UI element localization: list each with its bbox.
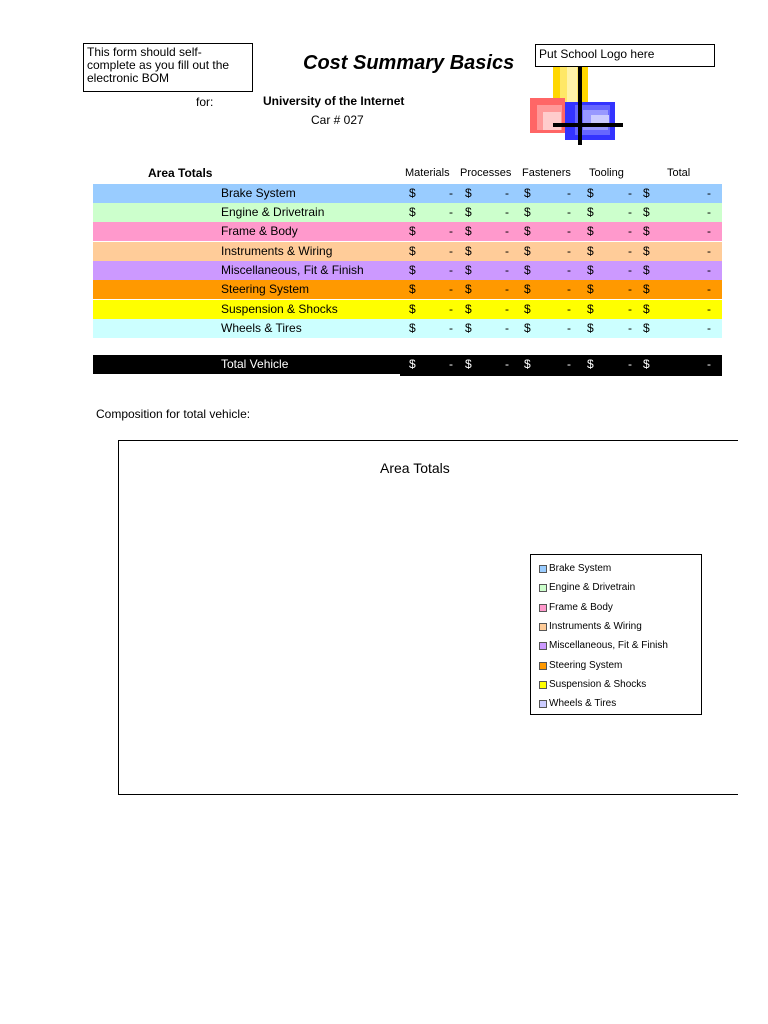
row-label: Instruments & Wiring: [221, 244, 333, 258]
currency-symbol: $: [524, 244, 531, 258]
total-vehicle-row: [93, 355, 722, 374]
currency-symbol: $: [587, 357, 594, 371]
cell-value[interactable]: -: [505, 302, 509, 316]
composition-label: Composition for total vehicle:: [96, 407, 251, 421]
legend-swatch: [539, 565, 547, 573]
currency-symbol: $: [643, 224, 650, 238]
column-header-materials: Materials: [405, 167, 450, 179]
legend-swatch: [539, 642, 547, 650]
cell-value[interactable]: -: [567, 224, 571, 238]
cell-value[interactable]: -: [628, 321, 632, 335]
legend-item: [549, 660, 622, 672]
currency-symbol: $: [409, 224, 416, 238]
cell-value[interactable]: -: [567, 263, 571, 277]
currency-symbol: $: [409, 263, 416, 277]
currency-symbol: $: [465, 321, 472, 335]
legend-item: [549, 698, 616, 710]
cell-value[interactable]: -: [449, 263, 453, 277]
currency-symbol: $: [524, 357, 531, 371]
legend-label: Suspension & Shocks: [549, 678, 647, 690]
cell-value[interactable]: -: [449, 302, 453, 316]
column-header-tooling: Tooling: [589, 167, 624, 179]
currency-symbol: $: [524, 302, 531, 316]
car-number: Car # 027: [311, 113, 364, 127]
legend-swatch: [539, 584, 547, 592]
currency-symbol: $: [409, 357, 416, 371]
cell-value[interactable]: -: [505, 224, 509, 238]
currency-symbol: $: [409, 186, 416, 200]
cell-value[interactable]: -: [707, 263, 711, 277]
legend-item: [549, 582, 635, 594]
cell-value[interactable]: -: [449, 244, 453, 258]
table-row: [93, 261, 722, 280]
currency-symbol: $: [409, 321, 416, 335]
currency-symbol: $: [524, 224, 531, 238]
cell-value[interactable]: -: [505, 357, 509, 371]
for-label: for:: [196, 95, 214, 109]
currency-symbol: $: [643, 302, 650, 316]
legend-label: Steering System: [549, 659, 623, 671]
legend-swatch: [539, 681, 547, 689]
cell-value[interactable]: -: [505, 244, 509, 258]
currency-symbol: $: [409, 205, 416, 219]
cell-value[interactable]: -: [628, 282, 632, 296]
cell-value[interactable]: -: [449, 224, 453, 238]
currency-symbol: $: [524, 205, 531, 219]
legend-label: Engine & Drivetrain: [549, 582, 636, 594]
legend-swatch: [539, 662, 547, 670]
currency-symbol: $: [465, 282, 472, 296]
table-row: [93, 203, 722, 222]
column-header-fasteners: Fasteners: [522, 167, 571, 179]
legend-item: [549, 621, 642, 633]
row-label: Frame & Body: [221, 224, 298, 238]
legend-item: [549, 640, 668, 652]
table-row: [93, 242, 722, 261]
currency-symbol: $: [587, 302, 594, 316]
cell-value[interactable]: -: [628, 357, 632, 371]
currency-symbol: $: [587, 205, 594, 219]
cell-value[interactable]: -: [567, 186, 571, 200]
column-header-processes: Processes: [460, 167, 512, 179]
cell-value[interactable]: -: [707, 357, 711, 371]
cell-value[interactable]: -: [707, 224, 711, 238]
currency-symbol: $: [465, 244, 472, 258]
cell-value[interactable]: -: [449, 357, 453, 371]
row-label: Total Vehicle: [221, 357, 289, 371]
row-label: Engine & Drivetrain: [221, 205, 325, 219]
currency-symbol: $: [465, 224, 472, 238]
legend-label: Brake System: [549, 563, 612, 574]
row-label: Wheels & Tires: [221, 321, 302, 335]
row-label: Suspension & Shocks: [221, 302, 338, 316]
currency-symbol: $: [465, 263, 472, 277]
currency-symbol: $: [643, 263, 650, 277]
table-row: [93, 280, 722, 299]
currency-symbol: $: [409, 302, 416, 316]
table-row: [93, 222, 722, 241]
cell-value[interactable]: -: [449, 186, 453, 200]
cell-value[interactable]: -: [449, 205, 453, 219]
currency-symbol: $: [643, 321, 650, 335]
currency-symbol: $: [465, 357, 472, 371]
row-label: Miscellaneous, Fit & Finish: [221, 263, 364, 277]
legend-item: [549, 563, 611, 575]
cell-value[interactable]: -: [707, 282, 711, 296]
cell-value[interactable]: -: [628, 244, 632, 258]
cell-value[interactable]: -: [628, 224, 632, 238]
currency-symbol: $: [587, 263, 594, 277]
cell-value[interactable]: -: [707, 244, 711, 258]
cell-value[interactable]: -: [628, 186, 632, 200]
currency-symbol: $: [465, 302, 472, 316]
currency-symbol: $: [524, 321, 531, 335]
cell-value[interactable]: -: [505, 321, 509, 335]
legend-item: [549, 602, 613, 614]
legend-item: [549, 679, 646, 691]
table-row: [93, 319, 722, 338]
cell-value[interactable]: -: [707, 186, 711, 200]
cell-value[interactable]: -: [505, 263, 509, 277]
cell-value[interactable]: -: [707, 302, 711, 316]
cell-value[interactable]: -: [707, 205, 711, 219]
column-header-total: Total: [667, 167, 691, 179]
cell-value[interactable]: -: [567, 244, 571, 258]
currency-symbol: $: [587, 186, 594, 200]
legend-swatch: [539, 623, 547, 631]
currency-symbol: $: [587, 321, 594, 335]
currency-symbol: $: [465, 205, 472, 219]
currency-symbol: $: [409, 282, 416, 296]
cell-value[interactable]: -: [628, 205, 632, 219]
currency-symbol: $: [643, 357, 650, 371]
cell-value[interactable]: -: [567, 302, 571, 316]
area-totals-header: Area Totals: [148, 166, 213, 180]
cell-value[interactable]: -: [505, 205, 509, 219]
currency-symbol: $: [465, 186, 472, 200]
currency-symbol: $: [643, 205, 650, 219]
cell-value[interactable]: -: [628, 302, 632, 316]
currency-symbol: $: [643, 186, 650, 200]
currency-symbol: $: [409, 244, 416, 258]
legend-swatch: [539, 604, 547, 612]
legend-label: Instruments & Wiring: [549, 620, 642, 632]
cell-value[interactable]: -: [567, 321, 571, 335]
currency-symbol: $: [643, 282, 650, 296]
legend-swatch: [539, 700, 547, 708]
cell-value[interactable]: -: [567, 357, 571, 371]
school-logo-placeholder: Put School Logo here: [535, 44, 715, 67]
cell-value[interactable]: -: [707, 321, 711, 335]
currency-symbol: $: [587, 244, 594, 258]
cell-value[interactable]: -: [505, 186, 509, 200]
currency-symbol: $: [587, 282, 594, 296]
table-row: [93, 184, 722, 203]
self-complete-note: This form should self-complete as you fill out the electronic BOM: [83, 43, 253, 92]
legend-label: Frame & Body: [549, 601, 613, 613]
legend-label: Wheels & Tires: [549, 698, 617, 710]
table-row: [93, 300, 722, 319]
total-underline: [400, 374, 722, 376]
currency-symbol: $: [643, 244, 650, 258]
cell-value[interactable]: -: [567, 205, 571, 219]
currency-symbol: $: [524, 263, 531, 277]
cell-value[interactable]: -: [567, 282, 571, 296]
logo-graphic-icon: [525, 60, 625, 145]
legend-label: Miscellaneous, Fit & Finish: [549, 640, 668, 652]
chart-legend: [530, 554, 702, 715]
chart-title: Area Totals: [380, 460, 450, 476]
cell-value[interactable]: -: [628, 263, 632, 277]
row-label: Brake System: [221, 186, 296, 200]
cell-value[interactable]: -: [449, 321, 453, 335]
currency-symbol: $: [587, 224, 594, 238]
organization-name: University of the Internet: [263, 94, 405, 108]
cell-value[interactable]: -: [505, 282, 509, 296]
currency-symbol: $: [524, 186, 531, 200]
document-title: Cost Summary Basics: [303, 52, 515, 74]
cell-value[interactable]: -: [449, 282, 453, 296]
row-label: Steering System: [221, 282, 310, 296]
currency-symbol: $: [524, 282, 531, 296]
